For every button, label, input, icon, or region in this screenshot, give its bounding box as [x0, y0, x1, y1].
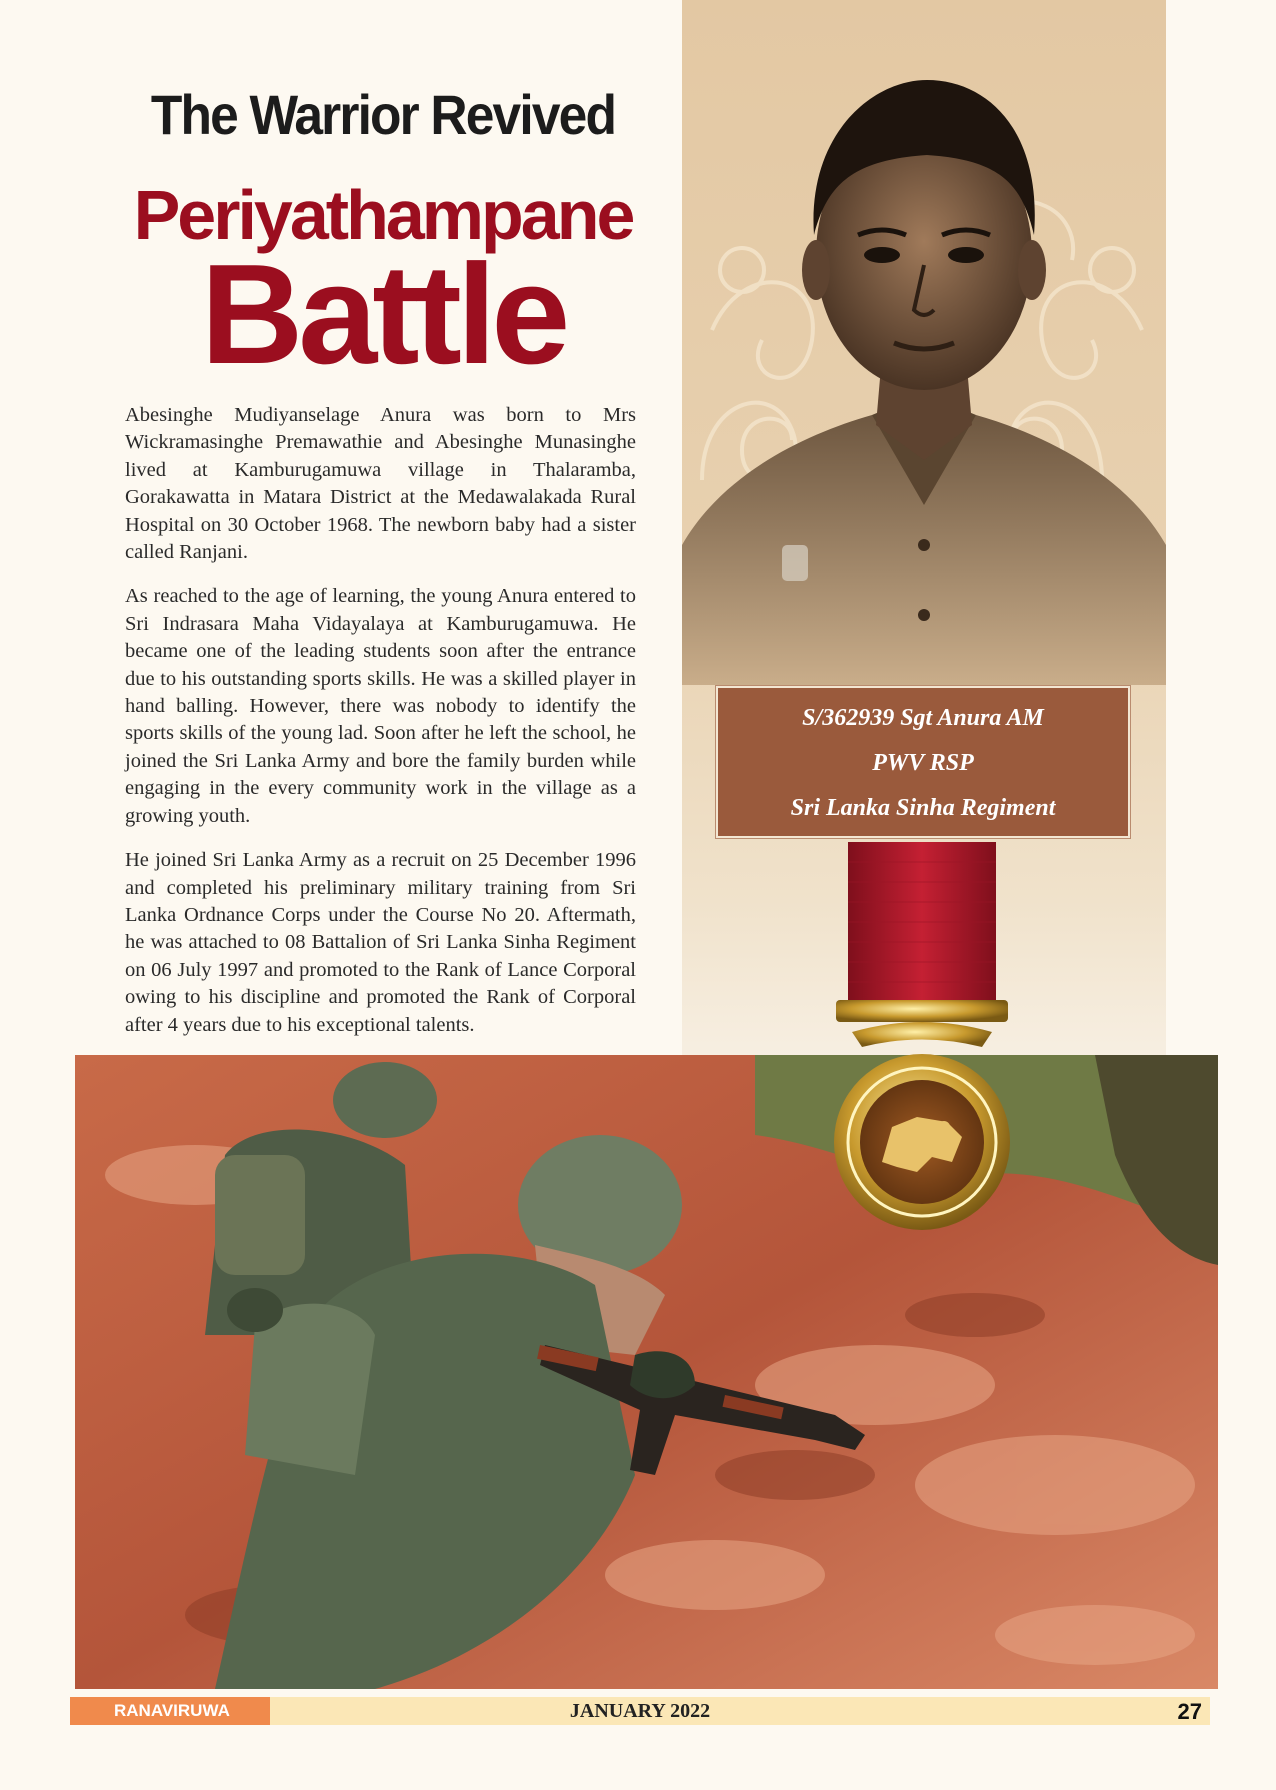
footer-issue-date: JANUARY 2022: [569, 1700, 711, 1722]
article-title-line-1: Periyathampane: [133, 176, 633, 254]
soldier-caption-box: [716, 686, 1130, 838]
medal-illustration: [832, 842, 1012, 1242]
battle-photo: [75, 1055, 1218, 1689]
caption-awards: PWV RSP: [872, 750, 974, 776]
caption-regiment: Sri Lanka Sinha Regiment: [790, 795, 1056, 821]
footer-page-number: 27: [1177, 1699, 1202, 1724]
article-body: [125, 402, 636, 1056]
article-paragraph: As reached to the age of learning, the young Anura entered to Sri Indrasara Maha Vidayalaya at Kamburugamuwa. He became one of the leading students soon after the entrance due to his outstanding sports skills. He was a skilled player in hand balling. However, there was nobody to identify the sports skills of the young lad. Soon after he left the school, he joined the Sri Lanka Army and bore the family burden while engaging in the every community work in the village as a growing youth.: [125, 585, 636, 827]
caption-service-number: S/362939 Sgt Anura AM: [802, 705, 1044, 731]
article-kicker: The Warrior Revived: [150, 83, 616, 146]
article-paragraph: Abesinghe Mudiyanselage Anura was born to Mrs Wickramasinghe Premawathie and Abesinghe Munasinghe lived at Kamburugamuwa village in Thalaramba, Gorakawatta in Matara District at the Medawalakada Rural Hospital on 30 October 1968. The newborn baby had a sister called Ranjani.: [125, 404, 636, 564]
article-title-line-2: Battle: [200, 235, 566, 394]
soldier-portrait: [682, 75, 1166, 685]
article-paragraph: He joined Sri Lanka Army as a recruit on 25 December 1996 and completed his preliminary military training from Sri Lanka Ordnance Corps under the Course No 20. Aftermath, he was attached to 08 Battalion of Sri Lanka Sinha Regiment on 06 July 1997 and promoted to the Rank of Lance Corporal owing to his discipline and promoted the Rank of Corporal after 4 years due to his exceptional talents.: [125, 849, 636, 1036]
footer-magazine-name: RANAVIRUWA: [70, 1697, 270, 1725]
